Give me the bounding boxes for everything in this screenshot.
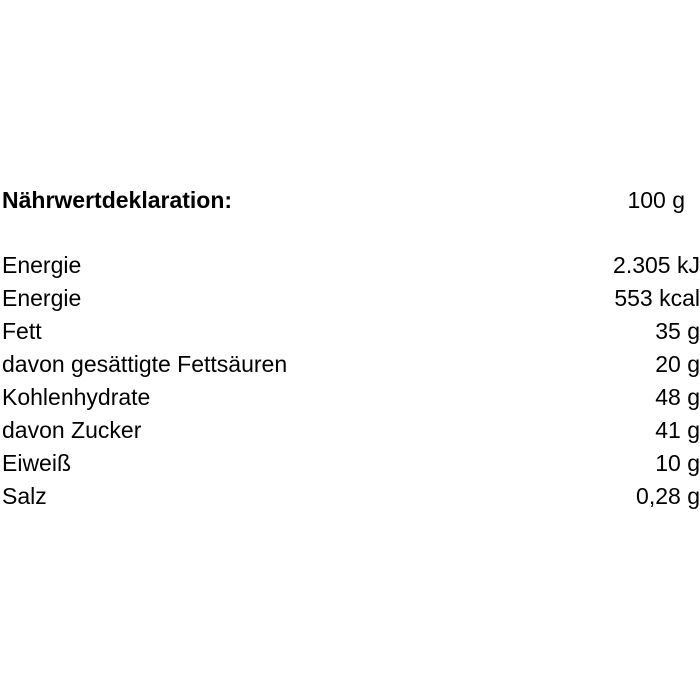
reference-unit: 100 g: [627, 187, 685, 213]
nutrient-value: 35 g: [655, 318, 700, 344]
nutrient-label: davon Zucker: [2, 417, 142, 443]
nutrient-value: 0,28 g: [636, 483, 700, 509]
nutrient-row-carbohydrates: [0, 381, 700, 414]
nutrient-row-saturated-fat: [0, 348, 700, 381]
nutrient-value: 10 g: [655, 450, 700, 476]
table-header: [0, 183, 700, 217]
nutrient-label: davon gesättigte Fettsäuren: [2, 351, 288, 377]
nutrient-value: 20 g: [655, 351, 700, 377]
nutrient-row-salt: [0, 480, 700, 513]
nutrient-row-energy-kj: [0, 249, 700, 282]
nutrient-row-sugar: [0, 414, 700, 447]
nutrient-label: Eiweiß: [2, 450, 72, 476]
nutrient-value: 48 g: [655, 384, 700, 410]
nutrient-label: Energie: [2, 252, 82, 278]
nutrient-row-fat: [0, 315, 700, 348]
nutrient-label: Kohlenhydrate: [2, 384, 151, 410]
nutrient-label: Fett: [2, 318, 42, 344]
table-title: Nährwertdeklaration:: [2, 187, 233, 213]
nutrient-label: Energie: [2, 285, 82, 311]
nutrient-row-energy-kcal: [0, 282, 700, 315]
nutrient-row-protein: [0, 447, 700, 480]
nutrient-value: 41 g: [655, 417, 700, 443]
nutrient-label: Salz: [2, 483, 47, 509]
nutrient-value: 553 kcal: [614, 285, 700, 311]
nutrient-value: 2.305 kJ: [613, 252, 700, 278]
nutrient-rows: [0, 249, 700, 513]
